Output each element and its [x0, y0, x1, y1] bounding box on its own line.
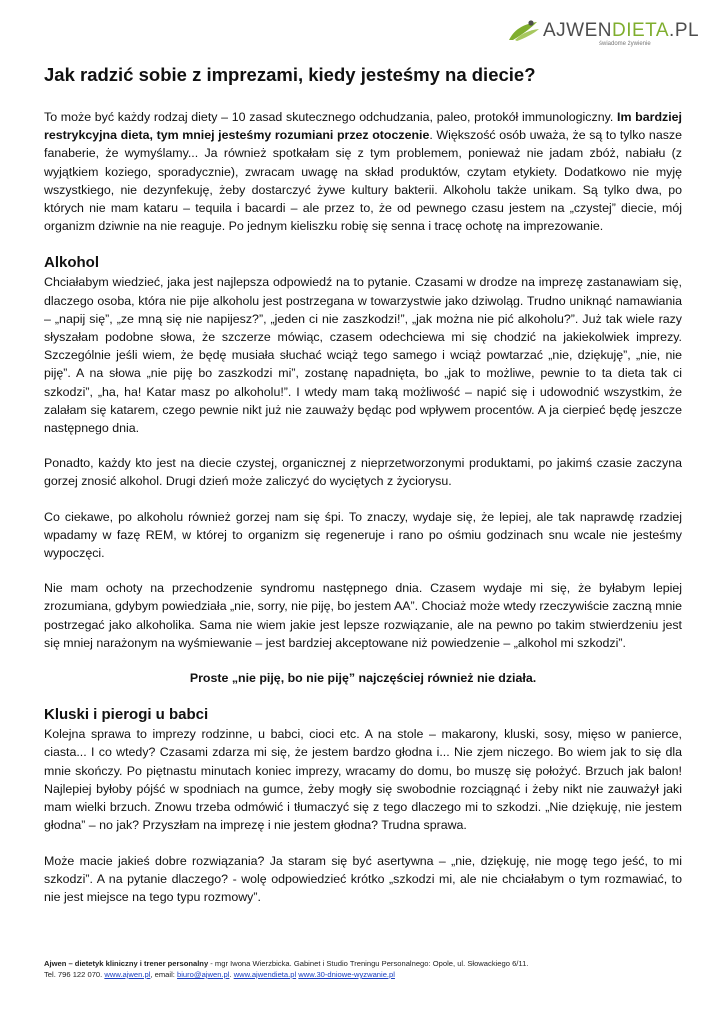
article — [44, 62, 682, 923]
logo-wordmark: AJWENDIETA.PL — [543, 20, 700, 41]
intro-bold-statement: Im bardziej restrykcyjna dieta, tym mniej jesteśmy rozumiani przez otoczenie — [44, 110, 682, 143]
alkohol-paragraph-3: Co ciekawe, po alkoholu również gorzej nam się śpi. To znaczy, wydaje się, że lepiej, ale tak naprawdę rzadziej wpadamy w fazę REM, w której to organizm się regeneruje i rano po ośmiu godzinach snu wcale nie jesteśmy wypoczęci. — [44, 509, 682, 561]
leaf-person-icon — [507, 18, 541, 44]
kluski-paragraph-1: Kolejna sprawa to imprezy rodzinne, u babci, cioci etc. A na stole – makarony, kluski, sosy, mięso w panierce, ciasta... I co wtedy? Czasami zdarza mi się, że jestem bardzo głodna i... Nie zjem niczego. Bo wiem jak to się dla mnie skończy. Po piętnastu minutach koniec imprezy, wracamy do domu, bo muszę się położyć. Brzuch jak balon! Najlepiej byłoby pójść w spodniach na gumce, żeby mogły się swobodnie rozciągnąć i żeby nikt nie zauważył jaki mam wielki brzuch. Znowu trzeba odmówić i tłumaczyć się z tego dlaczego mi to szkodzi. „Nie dziękuję, nie jestem głodna” – no jak? Przyszłam na imprezę i nie jestem głodna? Trudna sprawa. — [44, 727, 682, 833]
page-title: Jak radzić sobie z imprezami, kiedy jesteśmy na diecie? — [44, 64, 536, 85]
kluski-paragraph-2: Może macie jakieś dobre rozwiązania? Ja staram się być asertywna – „nie, dziękuję, nie mogę tego jeść, to mi szkodzi”. A na pytanie dlaczego? - wolę odpowiedzieć krótko „szkodzi mi, ale nie chciałabym o tym rozmawiać, to nie jest miejsce na tego typu rozmowy”. — [44, 853, 682, 904]
link-ajwen[interactable]: www.ajwen.pl — [104, 970, 151, 979]
alkohol-paragraph-2: Ponadto, każdy kto jest na diecie czystej, organicznej z nieprzetworzonymi produktami, po jakimś czasie zaczyna gorzej znosić alkohol. Drugi dzień może zaliczyć do wyciętych z życiorysu. — [44, 456, 682, 489]
intro-paragraph: To może być każdy rodzaj diety – 10 zasad skutecznego odchudzania, paleo, protokół immunologiczny. Im bardziej restrykcyjna dieta, tym mniej jesteśmy rozumiani przez otoczenie. Większość osób uważa, że są to tylko nasze fanaberie, że wymyślamy... Ja również spotkałam się z tym problemem, ponieważ nie jadam zbóż, nabiału (z wyjątkiem koziego, sporadycznie), zwracam uwagę na skład produktów, czytam etykiety. Dodatkowo nie myję wszystkiego, nie dezynfekuję, żeby dostarczyć żywe kultury bakterii. Alkoholu także unikam. Są tylko dwa, po których nie mam kataru – tequila i bacardi – ale przez to, że od pewnego czasu jestem na „czystej” diecie, mój organizm dziwnie na nie reaguje. Po jednym kieliszku robię się senna i tracę ochotę na imprezowanie. — [44, 110, 682, 234]
alkohol-highlight: Proste „nie piję, bo nie piję” najczęściej również nie działa. — [189, 671, 537, 686]
alkohol-paragraph-4: Nie mam ochoty na przechodzenie syndromu następnego dnia. Czasem wydaje mi się, że byłabym lepiej zrozumiana, gdybym powiedziała „nie, sorry, nie piję, bo jestem AA”. Chociaż może wtedy rzeczywiście zaczną mnie postrzegać jako alkoholika. Sama nie wiem jakie jest lepsze rozwiązanie, ale na pewno po takim stwierdzeniu jest się mniej narażonym na wyśmiewanie – jest bardziej akceptowane niż powiedzenie – „alkohol mi szkodzi”. — [44, 581, 682, 650]
logo-subtitle: świadome żywienie — [599, 41, 651, 47]
footer-line-2: Tel. 796 122 070. www.ajwen.pl, email: biuro@ajwen.pl. www.ajwendieta.pl www.30-dniowe-wyzwanie.pl — [44, 970, 395, 979]
section-heading-alkohol: Alkohol — [44, 254, 99, 272]
footer-line-1: Ajwen – dietetyk kliniczny i trener personalny - mgr Iwona Wierzbicka. Gabinet i Studio Treningu Personalnego: Opole, ul. Słowackiego 6/11. — [44, 959, 529, 968]
site-logo — [507, 16, 700, 50]
link-email[interactable]: biuro@ajwen.pl — [176, 970, 230, 979]
section-heading-kluski: Kluski i pierogi u babci — [44, 706, 209, 724]
link-ajwendieta[interactable]: www.ajwendieta.pl — [233, 970, 297, 979]
page-footer — [44, 958, 684, 980]
alkohol-paragraph-1: Chciałabym wiedzieć, jaka jest najlepsza odpowiedź na to pytanie. Czasami w drodze na imprezę zastanawiam się, dlaczego osoba, która nie pije alkoholu jest postrzegana w towarzystwie jako dziwoląg. Trudno uniknąć namawiania – „napij się”, „ze mną się nie napijesz?”, „jeden ci nie zaszkodzi!”, „jak można nie pić alkoholu?”. Już tak wiele razy słyszałam podobne słowa, że szczerze mówiąc, czasem odechciewa mi się chodzić na jakiekolwiek imprezy. Szczególnie jeśli wiem, że będę musiała słuchać wciąż tego samego i wciąż powtarzać „nie, dziękuję”, „nie, nie piję”. A na słowa „nie piję bo zaszkodzi mi”, zostanę napadnięta, bo „jak to możliwe, pewnie to ta dieta tak ci szkodzi”, „ha, ha! Katar masz po alkoholu!”. I wtedy mam taką możliwość – napić się i udowodnić wszystkim, że zalałam się katarem, czego pewnie nikt już nie zauważy będąc pod wpływem procentów. A ja cierpieć będę jeszcze następnego dnia. — [44, 275, 682, 436]
link-30-dniowe-wyzwanie[interactable]: www.30-dniowe-wyzwanie.pl — [298, 970, 395, 979]
